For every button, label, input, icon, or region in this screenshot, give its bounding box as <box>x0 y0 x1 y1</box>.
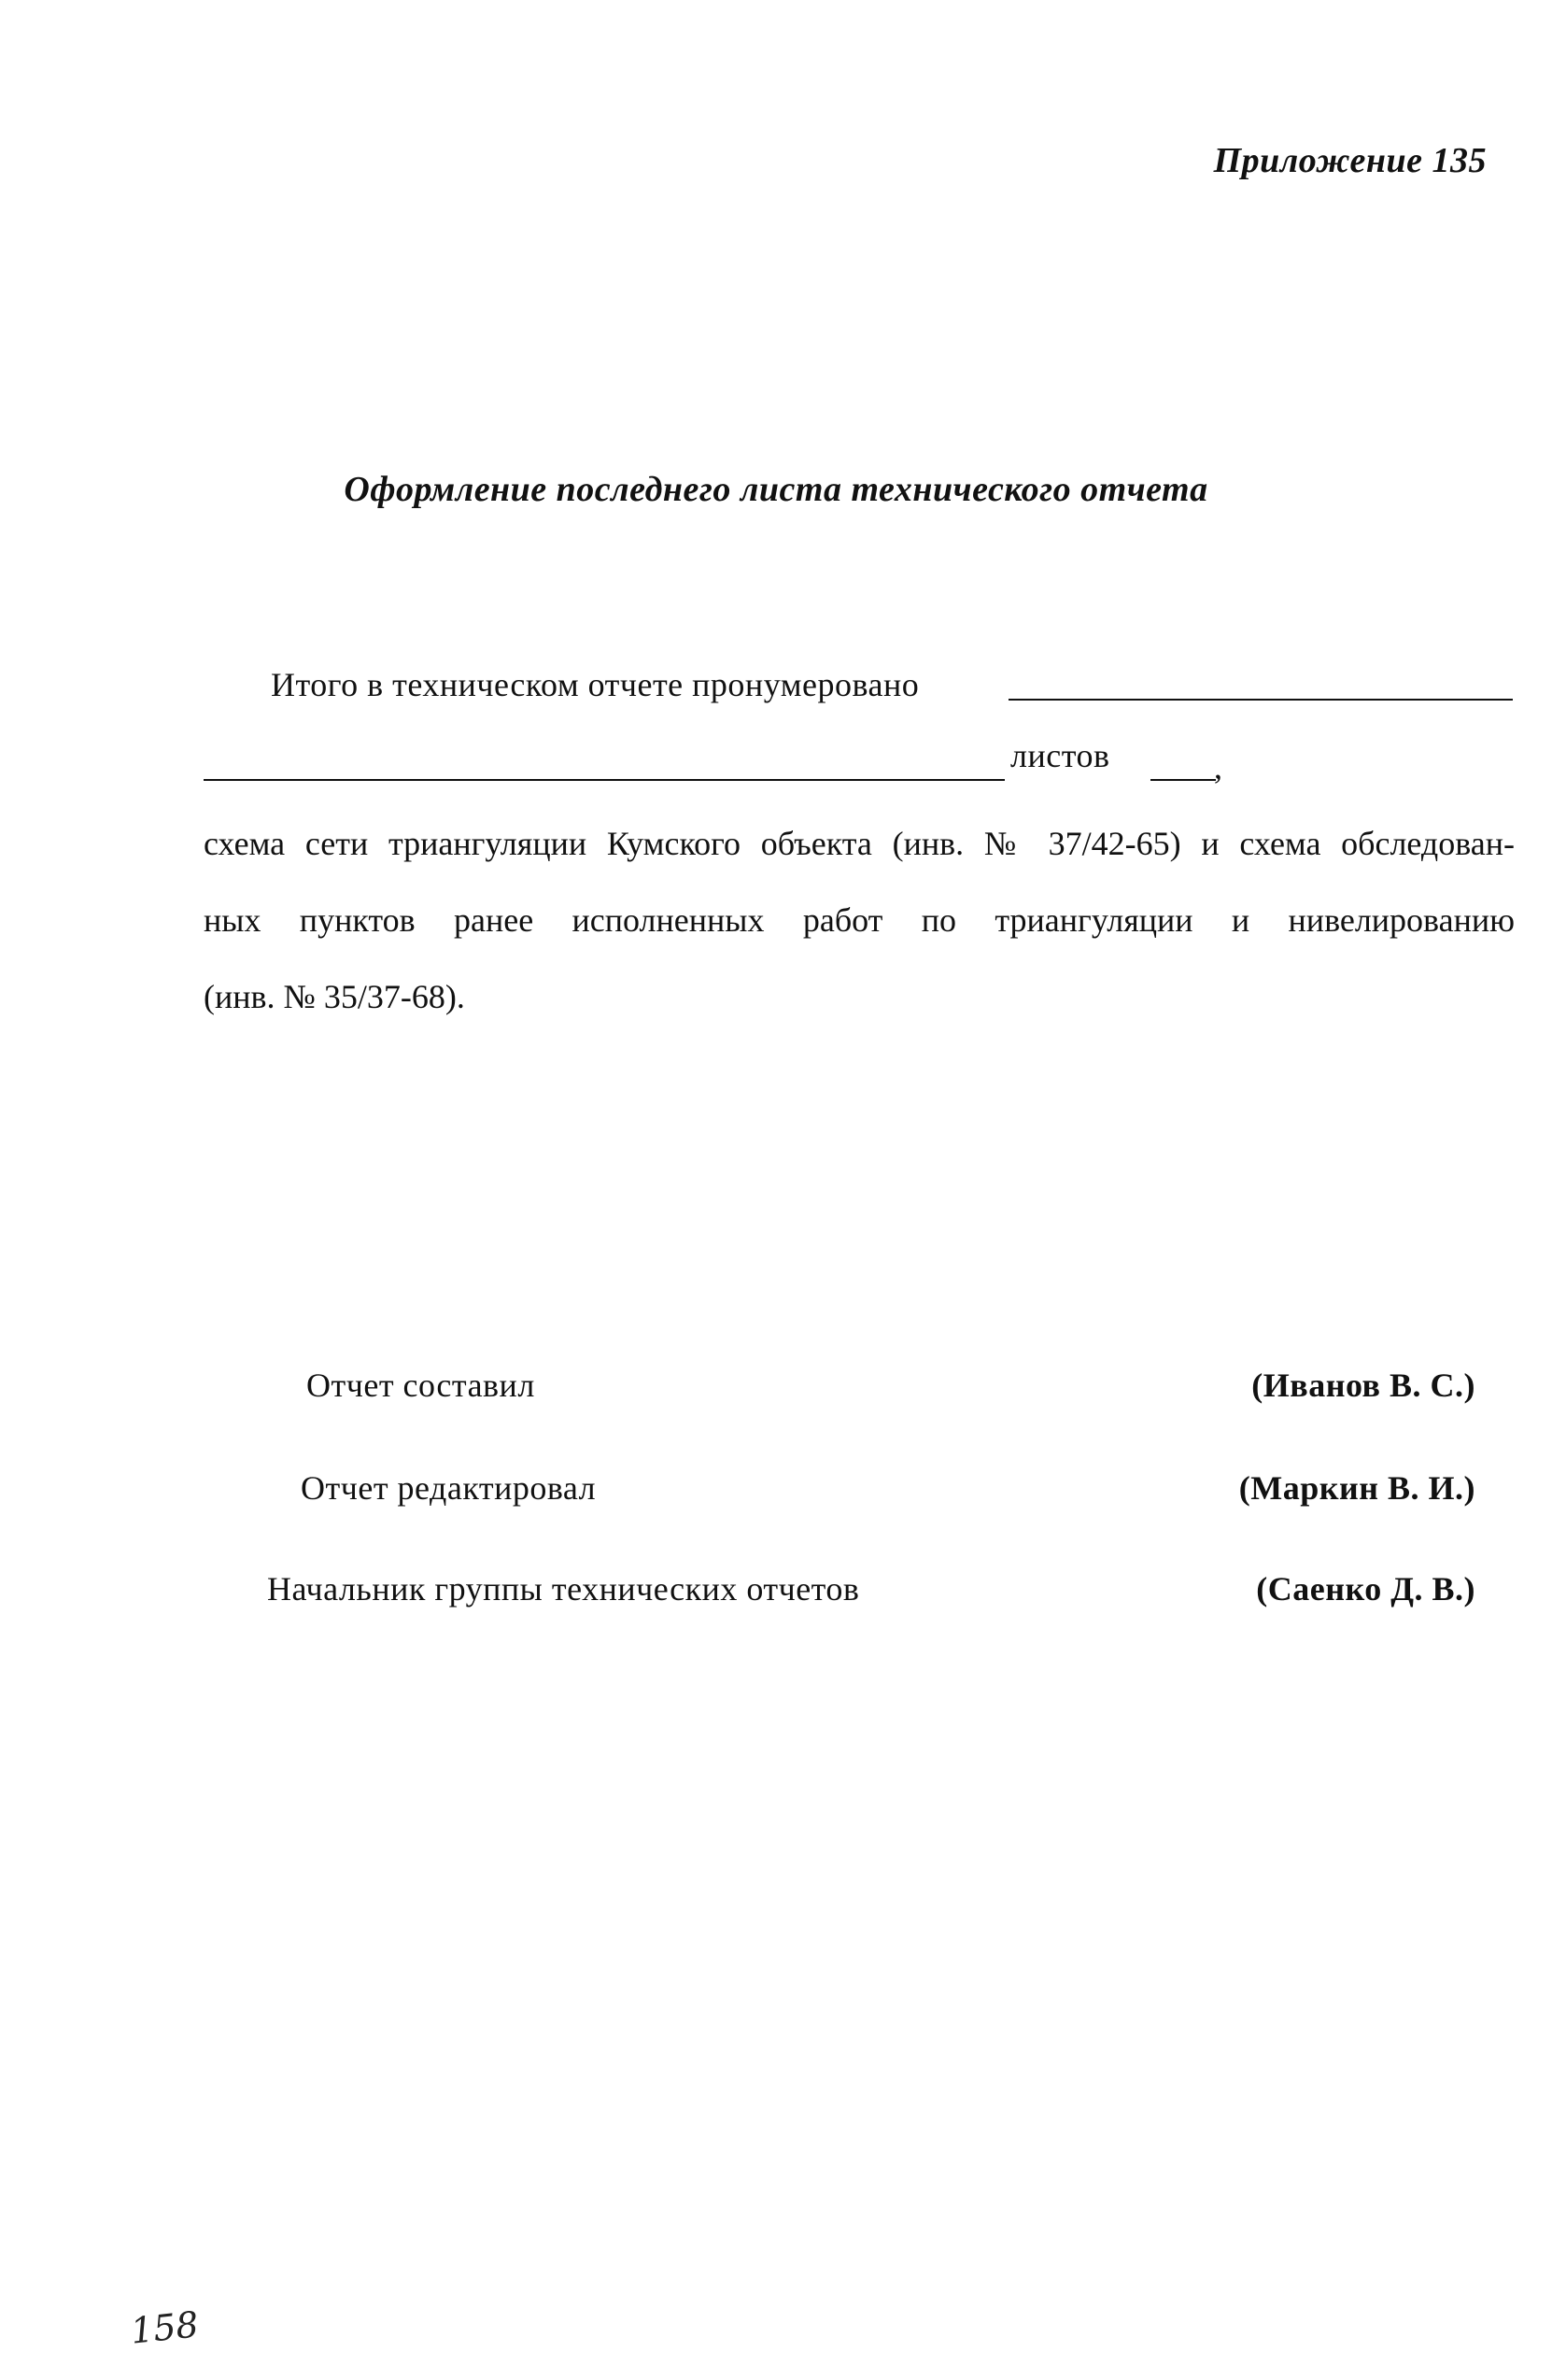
appendix-label: Приложение 135 <box>1213 141 1487 180</box>
handwritten-page-number: 158 <box>128 2303 201 2352</box>
attachments-paragraph <box>204 805 1515 1035</box>
total-sheets-label: Итого в техническом отчете пронумеровано <box>271 666 920 703</box>
paragraph-line: схема сети триангуляции Кумского объекта (инв. № 37/42-65) и схема обследован- <box>204 825 1515 862</box>
paragraph-line: ных пунктов ранее исполненных работ по триангуляции и нивелированию <box>204 901 1515 939</box>
page-title: Оформление последнего листа технического отчета <box>344 470 1208 509</box>
signature-role-compiled: Отчет составил <box>306 1367 535 1404</box>
sheets-comma: , <box>1214 748 1222 786</box>
paragraph-line: (инв. № 35/37-68). <box>204 978 465 1015</box>
signature-name-compiled: (Иванов В. С.) <box>1251 1367 1475 1404</box>
signature-role-group-head: Начальник группы технических отчетов <box>267 1570 860 1608</box>
sheets-word: листов <box>1010 737 1110 774</box>
signature-role-edited: Отчет редактировал <box>301 1469 597 1507</box>
sheets-suffix-blank-line <box>1150 779 1216 781</box>
sheets-count-continuation-blank-line <box>204 779 1005 781</box>
sheets-count-blank-line <box>1009 699 1513 701</box>
signature-name-group-head: (Саенко Д. В.) <box>1256 1570 1475 1608</box>
signature-name-edited: (Маркин В. И.) <box>1238 1469 1475 1507</box>
